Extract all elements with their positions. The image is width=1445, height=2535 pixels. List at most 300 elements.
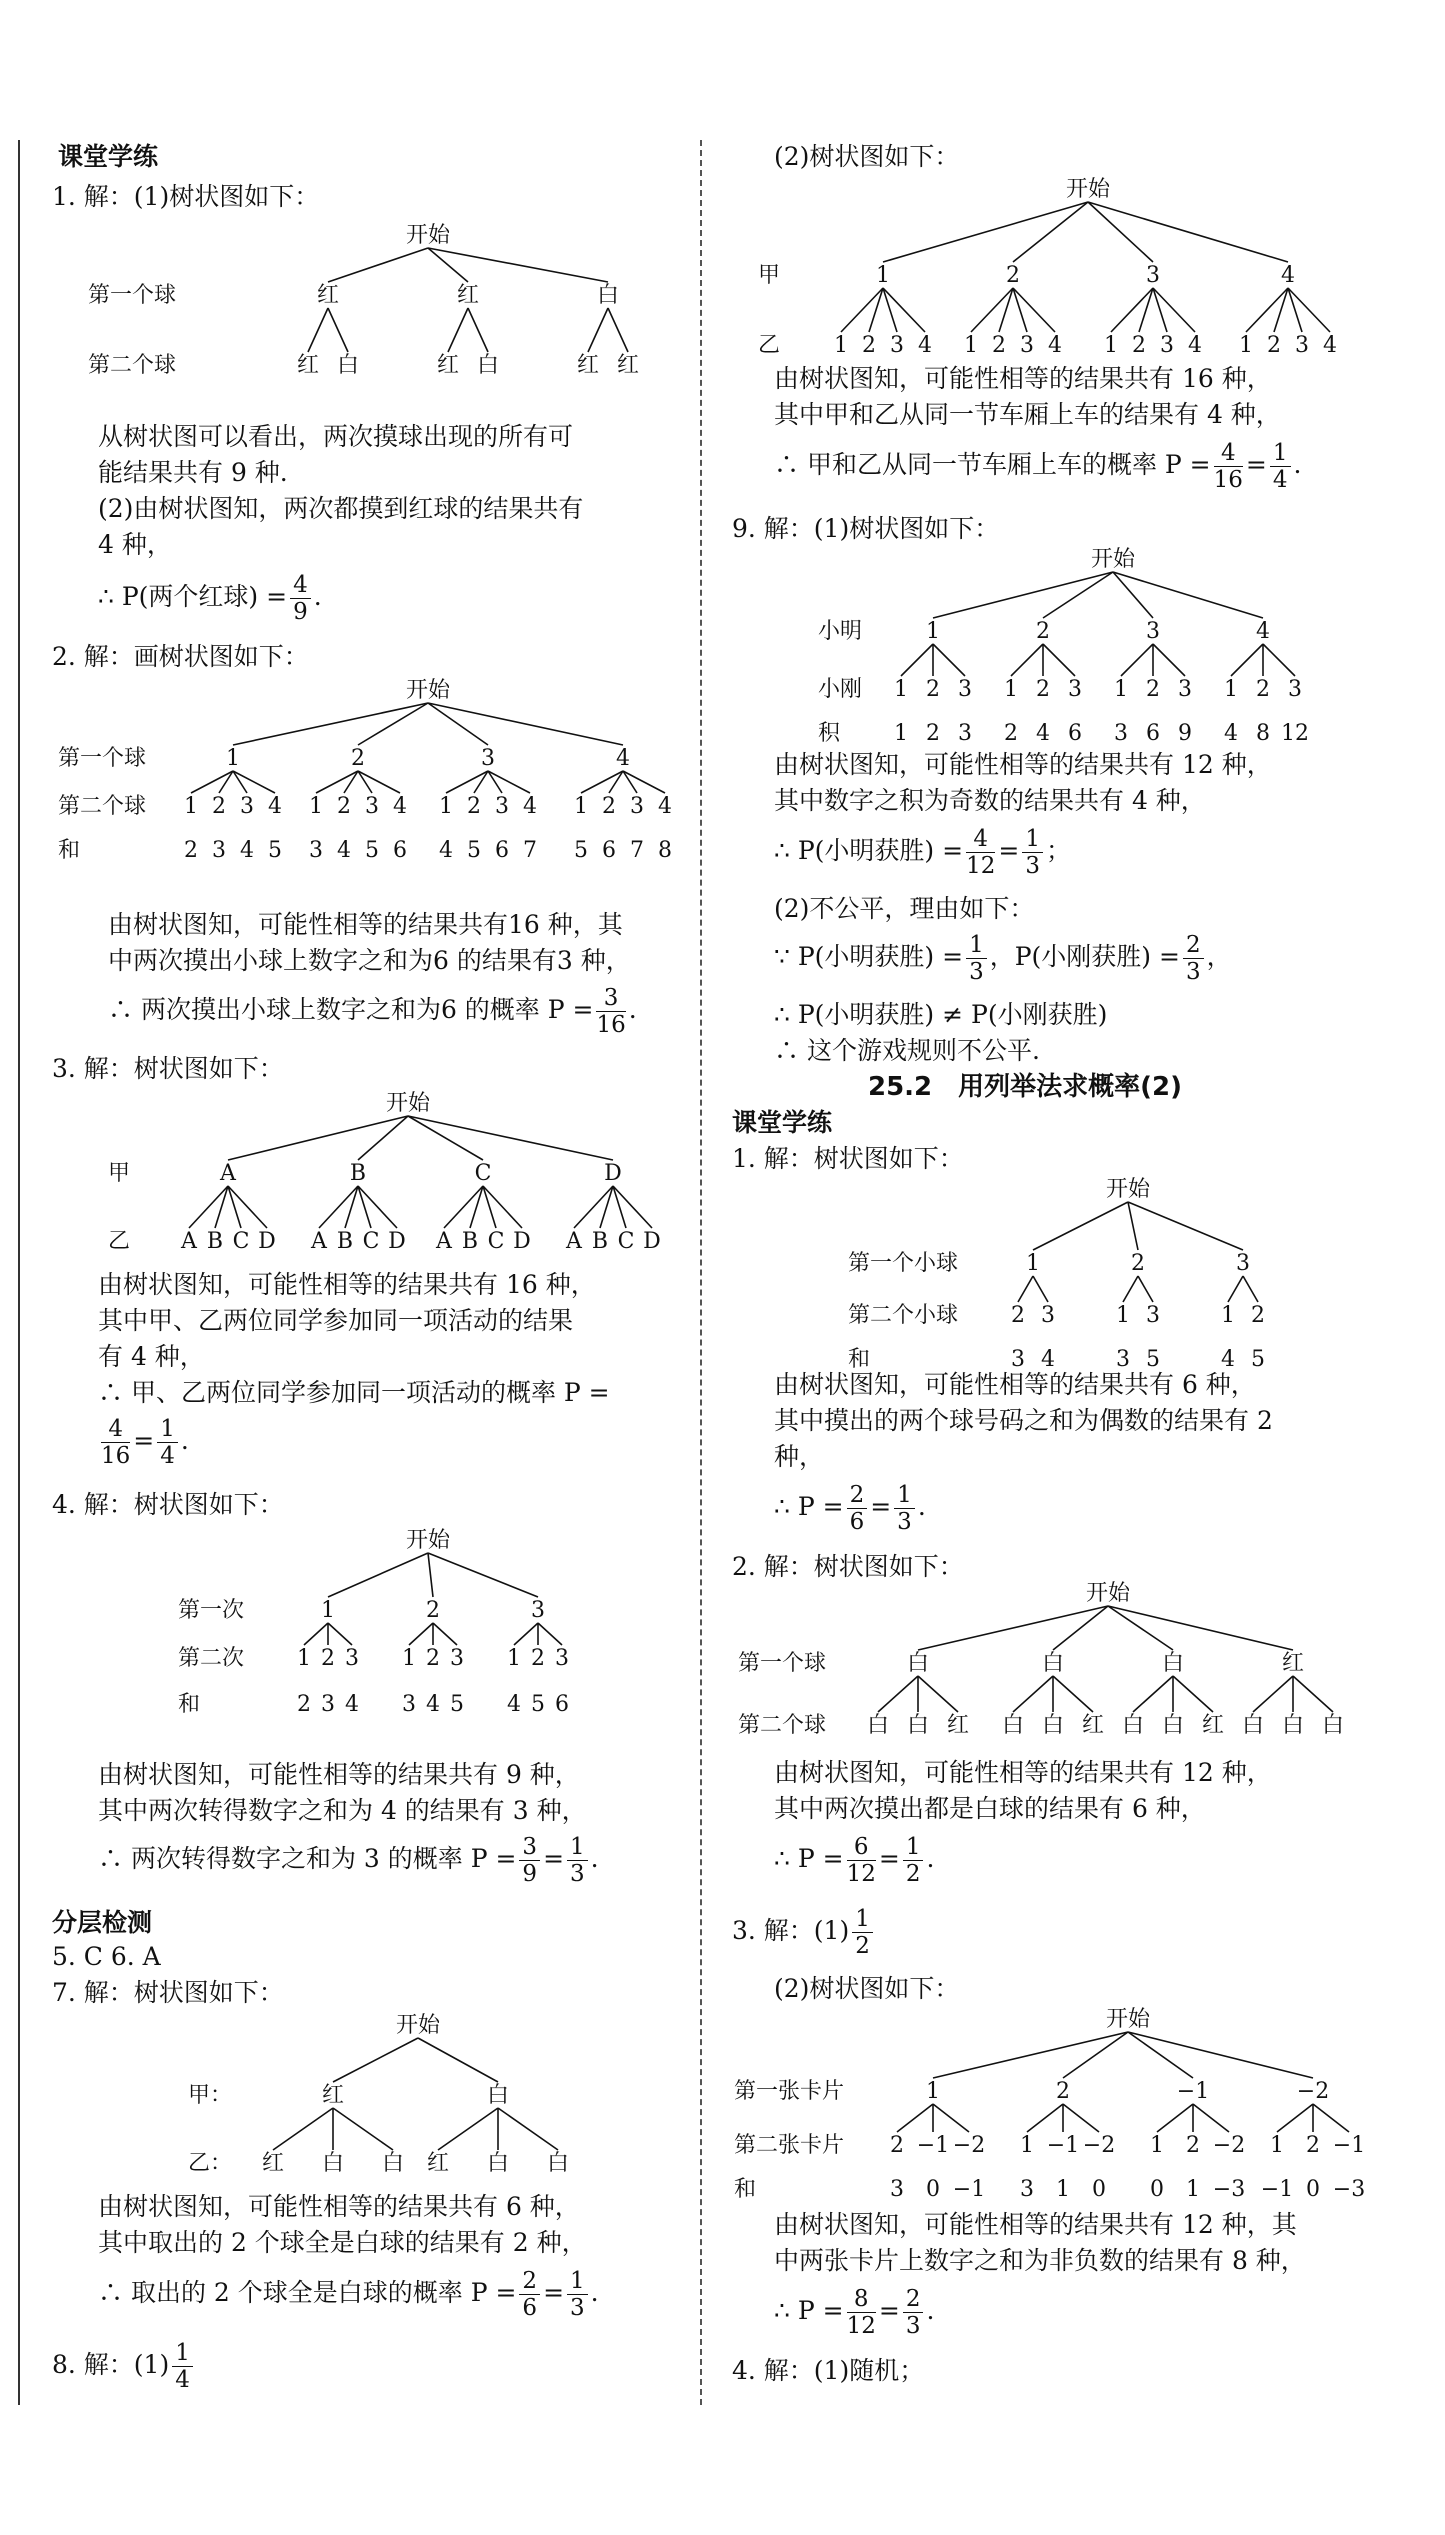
tree-leaf: 3	[630, 794, 644, 819]
tree-result: 3	[309, 838, 323, 863]
r3-part2-line: (2)树状图如下：	[774, 1974, 960, 2003]
q9-text-4: ∴ P(小明获胜) ≠ P(小刚获胜)	[774, 1000, 1108, 1029]
tree-branch	[328, 308, 348, 352]
q1-text-4: 4 种，	[98, 530, 172, 559]
tree-result: 2	[926, 721, 940, 746]
tree-leaf: B	[461, 1229, 479, 1254]
tree-branch	[1253, 1676, 1293, 1712]
comma: ，	[1206, 942, 1232, 971]
q3-fraction-2	[157, 1416, 178, 1469]
tree-branch	[1063, 2104, 1099, 2132]
r1-text-2: 其中摸出的两个球号码之和为偶数的结果有 2	[774, 1406, 1273, 1435]
tree-leaf: D	[258, 1229, 276, 1254]
tree-branch	[1108, 1606, 1173, 1650]
tree-leaf: 2	[1306, 2133, 1320, 2158]
tree-leaf: B	[591, 1229, 609, 1254]
q7-formula-text: ∴ 取出的 2 个球全是白球的概率 P =	[98, 2278, 517, 2307]
tree-result: 0	[1306, 2177, 1320, 2202]
tree-result: 1	[1056, 2177, 1070, 2202]
tree-branch	[608, 308, 628, 352]
tree-branch	[1157, 2104, 1193, 2132]
tree-result: 6	[1146, 721, 1160, 746]
q4-line: 4. 解：树状图如下：	[52, 1490, 284, 1519]
tree-leaf: 3	[1041, 1303, 1055, 1328]
q2-text-2: 中两次摸出小球上数字之和为6 的结果有3 种，	[108, 946, 631, 975]
tree-leaf: −2	[1212, 2133, 1246, 2158]
q7-line: 7. 解：树状图如下：	[52, 1978, 284, 2007]
q3-text-3: 有 4 种，	[98, 1342, 205, 1371]
r3-text-1: 由树状图知，可能性相等的结果共有 12 种，其	[774, 2210, 1297, 2239]
tree-leaf: 1	[1150, 2133, 1164, 2158]
tree-result: 4	[337, 838, 351, 863]
column-divider	[700, 140, 702, 2405]
r2-text-1: 由树状图知，可能性相等的结果共有 12 种，	[774, 1758, 1272, 1787]
tree-branch	[1013, 202, 1088, 262]
tree-level-label: 第一张卡片	[734, 2079, 845, 2104]
tree-leaf: 4	[393, 794, 407, 819]
tree-branch	[1193, 2104, 1229, 2132]
numerator: 1	[894, 1482, 915, 1509]
tree-leaf: 白	[486, 2151, 510, 2176]
tree-level-label: 第二个球	[88, 353, 177, 378]
tree-branch	[1277, 2104, 1313, 2132]
tree-leaf: 红	[296, 353, 320, 378]
tree-leaf: 3	[1068, 677, 1082, 702]
numerator: 8	[847, 2286, 876, 2313]
tree-node: 2	[426, 1598, 440, 1623]
tree-leaf: 2	[1251, 1303, 1265, 1328]
section-title: 25.2 用列举法求概率(2)	[868, 1072, 1183, 1102]
q4-formula	[98, 1834, 599, 1887]
tree-branch	[1128, 1202, 1138, 1250]
tree-branch	[1138, 1276, 1153, 1302]
tree-level-label: 第一个小球	[848, 1251, 959, 1276]
tree-branch	[1013, 1676, 1053, 1712]
numerator: 1	[966, 932, 987, 959]
q7-tree-diagram	[48, 2010, 688, 2180]
tree-node: 2	[1036, 619, 1050, 644]
q4-fraction-2	[567, 1834, 588, 1887]
tree-leaf: A	[566, 1229, 582, 1254]
tree-leaf: 4	[1188, 333, 1202, 358]
q1-line: 1. 解：(1)树状图如下：	[52, 182, 320, 211]
tree-level-label: 第二次	[178, 1646, 245, 1671]
tree-branch	[1018, 1276, 1033, 1302]
tree-leaf: 红	[616, 353, 640, 378]
tree-level-label: 乙	[758, 333, 781, 358]
tree-leaf: 白	[1161, 1713, 1185, 1738]
tree-branch	[1133, 1676, 1173, 1712]
denominator: 9	[293, 599, 308, 625]
tree-node: 4	[616, 746, 630, 771]
tree-result: 4	[1036, 721, 1050, 746]
q1-fraction	[290, 572, 311, 625]
tree-leaf: 1	[507, 1646, 521, 1671]
tree-result: 3	[321, 1692, 335, 1717]
r1-formula-text: ∴ P =	[774, 1492, 844, 1521]
tree-level-label: 第二个小球	[848, 1303, 959, 1328]
tree-level-label: 第二张卡片	[734, 2133, 845, 2158]
tree-level-label: 和	[734, 2177, 757, 2202]
numerator: 1	[1022, 826, 1043, 853]
section-heading: 课堂学练	[58, 142, 159, 171]
r1-formula	[774, 1482, 926, 1535]
tree-branch	[1033, 1276, 1048, 1302]
tree-result: 0	[1092, 2177, 1106, 2202]
period: .	[1293, 450, 1302, 479]
tree-node: 3	[531, 1598, 545, 1623]
tree-level-label: 积	[818, 721, 841, 746]
tree-leaf: 1	[574, 794, 588, 819]
tree-leaf: 白	[546, 2151, 570, 2176]
tree-level-label: 第一次	[178, 1598, 245, 1623]
left-margin-line	[18, 140, 20, 2405]
r2-fraction-1	[847, 1834, 876, 1887]
tree-leaf: 红	[1201, 1713, 1225, 1738]
tree-leaf: 3	[240, 794, 254, 819]
q4-fraction-1	[519, 1834, 540, 1887]
q1-formula-text: ∴ P(两个红球) =	[98, 582, 288, 611]
q8-line-text: 8. 解：(1)	[52, 2350, 170, 2379]
tree-leaf: 4	[658, 794, 672, 819]
q1-text-2: 能结果共有 9 种.	[98, 458, 288, 487]
r3-text-2: 中两张卡片上数字之和为非负数的结果有 8 种，	[774, 2246, 1306, 2275]
period: .	[926, 2296, 935, 2325]
tree-branch	[1123, 1276, 1138, 1302]
tree-level-label: 和	[58, 838, 81, 863]
r3-fraction-1	[847, 2286, 876, 2339]
equals: =	[543, 1844, 565, 1873]
denominator: 3	[969, 959, 984, 985]
tree-branch	[333, 2038, 418, 2082]
q7-fraction-1	[519, 2268, 540, 2321]
tree-branch	[514, 1623, 538, 1645]
tree-leaf: D	[388, 1229, 406, 1254]
tree-result: 4	[345, 1692, 359, 1717]
q8-part2-line: (2)树状图如下：	[774, 142, 960, 171]
tree-leaf: 2	[1186, 2133, 1200, 2158]
tree-leaf: 3	[365, 794, 379, 819]
q7-formula	[98, 2268, 599, 2321]
tree-leaf: 2	[321, 1646, 335, 1671]
tree-result: 3	[1114, 721, 1128, 746]
tree-branch	[538, 1623, 562, 1645]
tree-leaf: 2	[602, 794, 616, 819]
q3-text-1: 由树状图知，可能性相等的结果共有 16 种，	[98, 1270, 596, 1299]
denominator: 4	[175, 2367, 190, 2393]
denominator: 16	[101, 1443, 131, 1469]
tree-node: 红	[456, 283, 480, 308]
tree-result: 2	[1004, 721, 1018, 746]
tree-leaf: 2	[531, 1646, 545, 1671]
denominator: 12	[966, 853, 996, 879]
tree-leaf: 白	[906, 1713, 930, 1738]
tree-leaf: 1	[1270, 2133, 1284, 2158]
tree-node: 3	[481, 746, 495, 771]
tree-result: 9	[1178, 721, 1192, 746]
numerator: 3	[519, 1834, 540, 1861]
tree-node: 白	[1041, 1651, 1065, 1676]
tree-result: 4	[426, 1692, 440, 1717]
q7-text-2: 其中取出的 2 个球全是白球的结果有 2 种，	[98, 2228, 587, 2257]
tree-branch	[1243, 1276, 1258, 1302]
tree-level-label: 小明	[818, 619, 863, 644]
q5-6-answers: 5. C 6. A	[52, 1942, 161, 1971]
tree-branch	[448, 308, 468, 352]
q8-text-2: 其中甲和乙从同一节车厢上车的结果有 4 种，	[774, 400, 1281, 429]
tree-root-label: 开始	[1105, 2007, 1151, 2032]
tree-leaf: 2	[926, 677, 940, 702]
right-section-heading: 课堂学练	[732, 1108, 833, 1137]
numerator: 4	[290, 572, 311, 599]
numerator: 1	[903, 1834, 924, 1861]
q9-formula-text: ∴ P(小明获胜) =	[774, 836, 964, 865]
tree-level-label: 第二个球	[738, 1713, 827, 1738]
denominator: 3	[570, 1861, 585, 1887]
tree-leaf: 1	[1004, 677, 1018, 702]
tree-branch	[1153, 644, 1185, 676]
tree-leaf: 3	[555, 1646, 569, 1671]
tree-leaf: 1	[297, 1646, 311, 1671]
tree-result: 5	[531, 1692, 545, 1717]
q3-text-2: 其中甲、乙两位同学参加同一项活动的结果	[98, 1306, 574, 1335]
tree-root-label: 开始	[405, 223, 451, 248]
tree-result: 5	[365, 838, 379, 863]
q2-formula-text: ∴ 两次摸出小球上数字之和为6 的概率 P =	[108, 995, 594, 1024]
numerator: 1	[157, 1416, 178, 1443]
tree-leaf: 1	[1221, 1303, 1235, 1328]
tree-node: 白	[486, 2083, 510, 2108]
tree-branch	[1113, 572, 1263, 618]
denominator: 3	[897, 1509, 912, 1535]
tree-leaf: 3	[1146, 1303, 1160, 1328]
tree-branch	[1228, 1276, 1243, 1302]
tree-leaf: 白	[1001, 1713, 1025, 1738]
tree-leaf: 红	[1081, 1713, 1105, 1738]
tree-branch	[901, 644, 933, 676]
tree-branch	[428, 248, 468, 282]
tree-branch	[308, 308, 328, 352]
tree-result: 3	[402, 1692, 416, 1717]
numerator: 1	[852, 1906, 873, 1933]
r2-tree-diagram	[728, 1580, 1418, 1750]
tree-leaf: 3	[1160, 333, 1174, 358]
tree-node: 白	[596, 283, 620, 308]
tree-result: 8	[1256, 721, 1270, 746]
tree-result: 4	[1224, 721, 1238, 746]
tree-result: 12	[1281, 721, 1309, 746]
equals: =	[543, 2278, 565, 2307]
r3-fraction-2	[903, 2286, 924, 2339]
r3-formula-text: ∴ P =	[774, 2296, 844, 2325]
tree-node: 1	[926, 619, 940, 644]
tree-branch	[498, 2108, 558, 2150]
layered-heading: 分层检测	[52, 1908, 153, 1937]
equals: =	[878, 1844, 900, 1873]
tree-leaf: 1	[894, 677, 908, 702]
tree-result: 6	[602, 838, 616, 863]
tree-node: 1	[226, 746, 240, 771]
numerator: 1	[172, 2340, 193, 2367]
tree-node: 3	[1236, 1251, 1250, 1276]
tree-leaf: −1	[1332, 2133, 1366, 2158]
tree-leaf: D	[513, 1229, 531, 1254]
denominator: 3	[905, 2313, 921, 2339]
tree-leaf: D	[643, 1229, 661, 1254]
q9-formula-text-a: ∵ P(小明获胜) =	[774, 942, 964, 971]
q2-fraction	[596, 985, 625, 1038]
q4-tree-diagram	[48, 1525, 688, 1745]
tree-result: 5	[450, 1692, 464, 1717]
r2-formula-text: ∴ P =	[774, 1844, 844, 1873]
q9-fraction-1	[966, 826, 995, 879]
semicolon: ；	[1045, 836, 1071, 865]
tree-branch	[1088, 202, 1288, 262]
numerator: 3	[596, 985, 625, 1012]
tree-node: 2	[1056, 2079, 1070, 2104]
tree-leaf: C	[487, 1229, 505, 1254]
tree-branch	[1128, 2032, 1193, 2078]
tree-branch	[933, 2104, 969, 2132]
q8-text-1: 由树状图知，可能性相等的结果共有 16 种，	[774, 364, 1272, 393]
tree-node: 红	[316, 283, 340, 308]
tree-result: 7	[630, 838, 644, 863]
tree-node: 红	[1281, 1651, 1305, 1676]
tree-node: 1	[321, 1598, 335, 1623]
tree-leaf: 1	[964, 333, 978, 358]
tree-node: −2	[1296, 2079, 1330, 2104]
tree-branch	[328, 1553, 428, 1597]
q2-text-1: 由树状图知，可能性相等的结果共有16 种，其	[108, 910, 623, 939]
tree-leaf: 白	[1121, 1713, 1145, 1738]
tree-level-label: 和	[848, 1347, 871, 1372]
tree-branch	[1027, 2104, 1063, 2132]
tree-node: 4	[1256, 619, 1270, 644]
r3-fraction	[852, 1906, 873, 1959]
tree-branch	[1313, 2104, 1349, 2132]
period: .	[313, 582, 322, 611]
tree-leaf: 2	[426, 1646, 440, 1671]
tree-leaf: 2	[1146, 677, 1160, 702]
tree-node: 2	[1006, 263, 1020, 288]
tree-result: 0	[1150, 2177, 1164, 2202]
numerator: 1	[567, 2268, 588, 2295]
tree-result: −3	[1212, 2177, 1246, 2202]
tree-result: −1	[952, 2177, 986, 2202]
tree-branch	[883, 202, 1088, 262]
tree-leaf: 白	[866, 1713, 890, 1738]
q9-formula-1	[774, 826, 1071, 879]
tree-level-label: 甲	[758, 263, 781, 288]
q9-fraction-3	[966, 932, 987, 985]
tree-node: 3	[1146, 263, 1160, 288]
tree-leaf: A	[436, 1229, 452, 1254]
tree-branch	[228, 1116, 408, 1160]
tree-node: 红	[321, 2083, 345, 2108]
tree-level-label: 第一个球	[738, 1651, 827, 1676]
tree-leaf: 3	[495, 794, 509, 819]
tree-root-label: 开始	[405, 1528, 451, 1553]
tree-leaf: 3	[450, 1646, 464, 1671]
tree-branch	[233, 703, 428, 745]
denominator: 3	[570, 2295, 585, 2321]
tree-leaf: C	[362, 1229, 380, 1254]
q2-line: 2. 解：画树状图如下：	[52, 642, 309, 671]
tree-result: 3	[1011, 1347, 1025, 1372]
tree-branch	[273, 2108, 333, 2150]
q3-fraction-1	[101, 1416, 130, 1469]
tree-result: −3	[1332, 2177, 1366, 2202]
q4-formula-text: ∴ 两次转得数字之和为 3 的概率 P =	[98, 1844, 517, 1873]
tree-node: 白	[1161, 1651, 1185, 1676]
tree-leaf: 2	[992, 333, 1006, 358]
tree-level-label: 甲：	[188, 2083, 233, 2108]
tree-leaf: 白	[1241, 1713, 1265, 1738]
tree-branch	[1293, 1676, 1333, 1712]
denominator: 12	[846, 1861, 876, 1887]
tree-branch	[1033, 1202, 1128, 1250]
tree-node: D	[604, 1161, 622, 1186]
tree-leaf: 红	[946, 1713, 970, 1738]
tree-leaf: 2	[1256, 677, 1270, 702]
tree-result: 6	[555, 1692, 569, 1717]
tree-leaf: 白	[476, 353, 500, 378]
q8-fraction	[172, 2340, 193, 2393]
tree-result: 5	[268, 838, 282, 863]
tree-branch	[1121, 644, 1153, 676]
r1-line: 1. 解：树状图如下：	[732, 1144, 964, 1173]
tree-result: 3	[212, 838, 226, 863]
tree-leaf: 1	[309, 794, 323, 819]
numerator: 4	[1214, 440, 1243, 467]
tree-leaf: 4	[918, 333, 932, 358]
tree-node: B	[349, 1161, 367, 1186]
q2-formula	[108, 985, 637, 1038]
tree-leaf: −2	[1082, 2133, 1116, 2158]
tree-root-label: 开始	[1105, 1177, 1151, 1202]
tree-level-label: 第一个球	[88, 283, 177, 308]
tree-leaf: 1	[834, 333, 848, 358]
equals: =	[1245, 450, 1267, 479]
q2-tree-diagram	[48, 675, 688, 895]
tree-root-label: 开始	[1065, 177, 1111, 202]
tree-branch	[1043, 644, 1075, 676]
q3-text-4: ∴ 甲、乙两位同学参加同一项活动的概率 P =	[98, 1378, 610, 1407]
tree-branch	[1108, 1606, 1293, 1650]
r2-formula	[774, 1834, 934, 1887]
tree-leaf: 2	[1011, 1303, 1025, 1328]
tree-branch	[918, 1676, 958, 1712]
q8-line	[52, 2340, 196, 2393]
tree-leaf: 1	[439, 794, 453, 819]
numerator: 2	[1183, 932, 1204, 959]
tree-leaf: 1	[1104, 333, 1118, 358]
tree-leaf: 1	[1114, 677, 1128, 702]
tree-leaf: 4	[1048, 333, 1062, 358]
tree-result: 3	[958, 721, 972, 746]
tree-result: 8	[658, 838, 672, 863]
tree-leaf: 2	[890, 2133, 904, 2158]
tree-leaf: 白	[1321, 1713, 1345, 1738]
tree-node: 1	[926, 2079, 940, 2104]
tree-result: 3	[890, 2177, 904, 2202]
tree-leaf: 红	[436, 353, 460, 378]
tree-root-label: 开始	[1090, 547, 1136, 572]
tree-leaf: 2	[1036, 677, 1050, 702]
denominator: 3	[1185, 959, 1201, 985]
denominator: 2	[855, 1933, 870, 1959]
tree-branch	[1011, 644, 1043, 676]
